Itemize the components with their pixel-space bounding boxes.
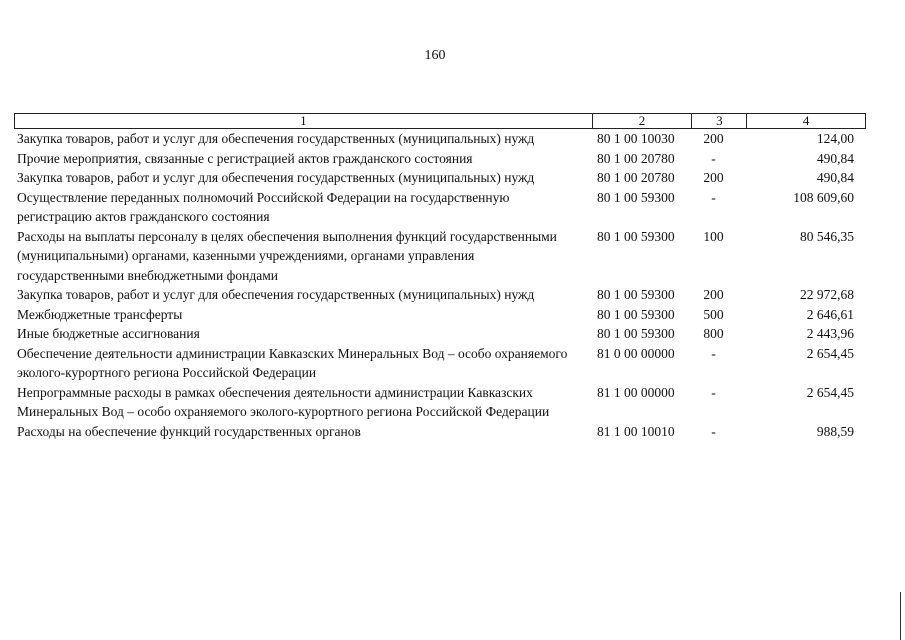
row-code: 80 1 00 59300 [597,306,675,322]
page-number: 160 [424,48,446,63]
row-type: 500 [703,306,724,322]
row-name: Межбюджетные трансферты [17,306,183,322]
row-type: 800 [703,326,724,341]
row-code: 80 1 00 10030 [597,131,675,146]
table-row [14,383,866,422]
row-amount: 490,84 [816,150,854,166]
table-row [14,344,866,383]
row-code: 80 1 00 59300 [597,287,675,302]
budget-table [14,113,866,441]
header-col-4: 4 [802,113,810,128]
row-code: 80 1 00 59300 [597,326,675,341]
row-amount: 124,00 [816,131,854,146]
row-name: Непрограммные расходы в рамках обеспечения деятельности администрации Кавказских Минеральных Вод – особо охраняемого эколого-курортного региона Российской Федерации [17,384,550,419]
row-amount: 988,59 [816,423,854,439]
row-name: Расходы на выплаты персоналу в целях обеспечения выполнения функций государственными (муниципальными) органами, казенными учреждениями, органами управления государственными внебюджетными фондами [17,228,557,283]
row-amount: 2 443,96 [806,326,854,341]
row-amount: 22 972,68 [800,287,854,302]
header-col-3: 3 [692,114,747,128]
row-type: 200 [703,170,724,185]
row-type: - [711,189,716,205]
table-row [14,422,866,442]
row-type: - [711,150,716,166]
row-amount: 2 654,45 [806,384,854,400]
header-col-1: 1 [15,114,593,128]
row-amount: 2 654,45 [806,345,854,361]
row-name: Обеспечение деятельности администрации Кавказских Минеральных Вод – особо охраняемого эколого-курортного региона Российской Федерации [17,345,568,380]
row-code: 81 1 00 10010 [597,423,675,439]
row-name: Иные бюджетные ассигнования [17,326,200,341]
row-amount: 80 546,35 [800,228,854,244]
header-col-2: 2 [593,114,693,128]
row-type: 100 [703,228,724,244]
table-body [14,129,866,441]
row-type: 200 [703,131,724,146]
row-amount: 490,84 [816,170,854,185]
table-row [14,188,866,227]
scan-edge-line [900,592,901,640]
row-name: Закупка товаров, работ и услуг для обеспечения государственных (муниципальных) нужд [17,170,535,185]
row-name: Прочие мероприятия, связанные с регистрацией актов гражданского состояния [17,150,473,166]
row-code: 80 1 00 20780 [597,170,675,185]
row-amount: 108 609,60 [793,189,854,205]
row-code: 80 1 00 59300 [597,228,675,244]
row-type: - [711,423,716,439]
row-amount: 2 646,61 [806,306,854,322]
row-code: 80 1 00 59300 [597,189,675,205]
table-row [14,285,866,305]
table-row [14,168,866,188]
table-row [14,305,866,325]
row-name: Осуществление переданных полномочий Российской Федерации на государственную регистрацию актов гражданского состояния [17,189,510,224]
table-row [14,227,866,286]
row-name: Расходы на обеспечение функций государственных органов [17,423,361,439]
row-name: Закупка товаров, работ и услуг для обеспечения государственных (муниципальных) нужд [17,287,535,302]
row-type: 200 [703,287,724,302]
row-type: - [711,345,716,361]
table-row [14,149,866,169]
row-name: Закупка товаров, работ и услуг для обеспечения государственных (муниципальных) нужд [17,131,535,146]
table-row [14,129,866,149]
row-code: 81 1 00 00000 [597,384,675,400]
row-code: 80 1 00 20780 [597,150,675,166]
table-header [14,113,866,129]
row-type: - [711,384,716,400]
row-code: 81 0 00 00000 [597,345,675,361]
table-row [14,324,866,344]
